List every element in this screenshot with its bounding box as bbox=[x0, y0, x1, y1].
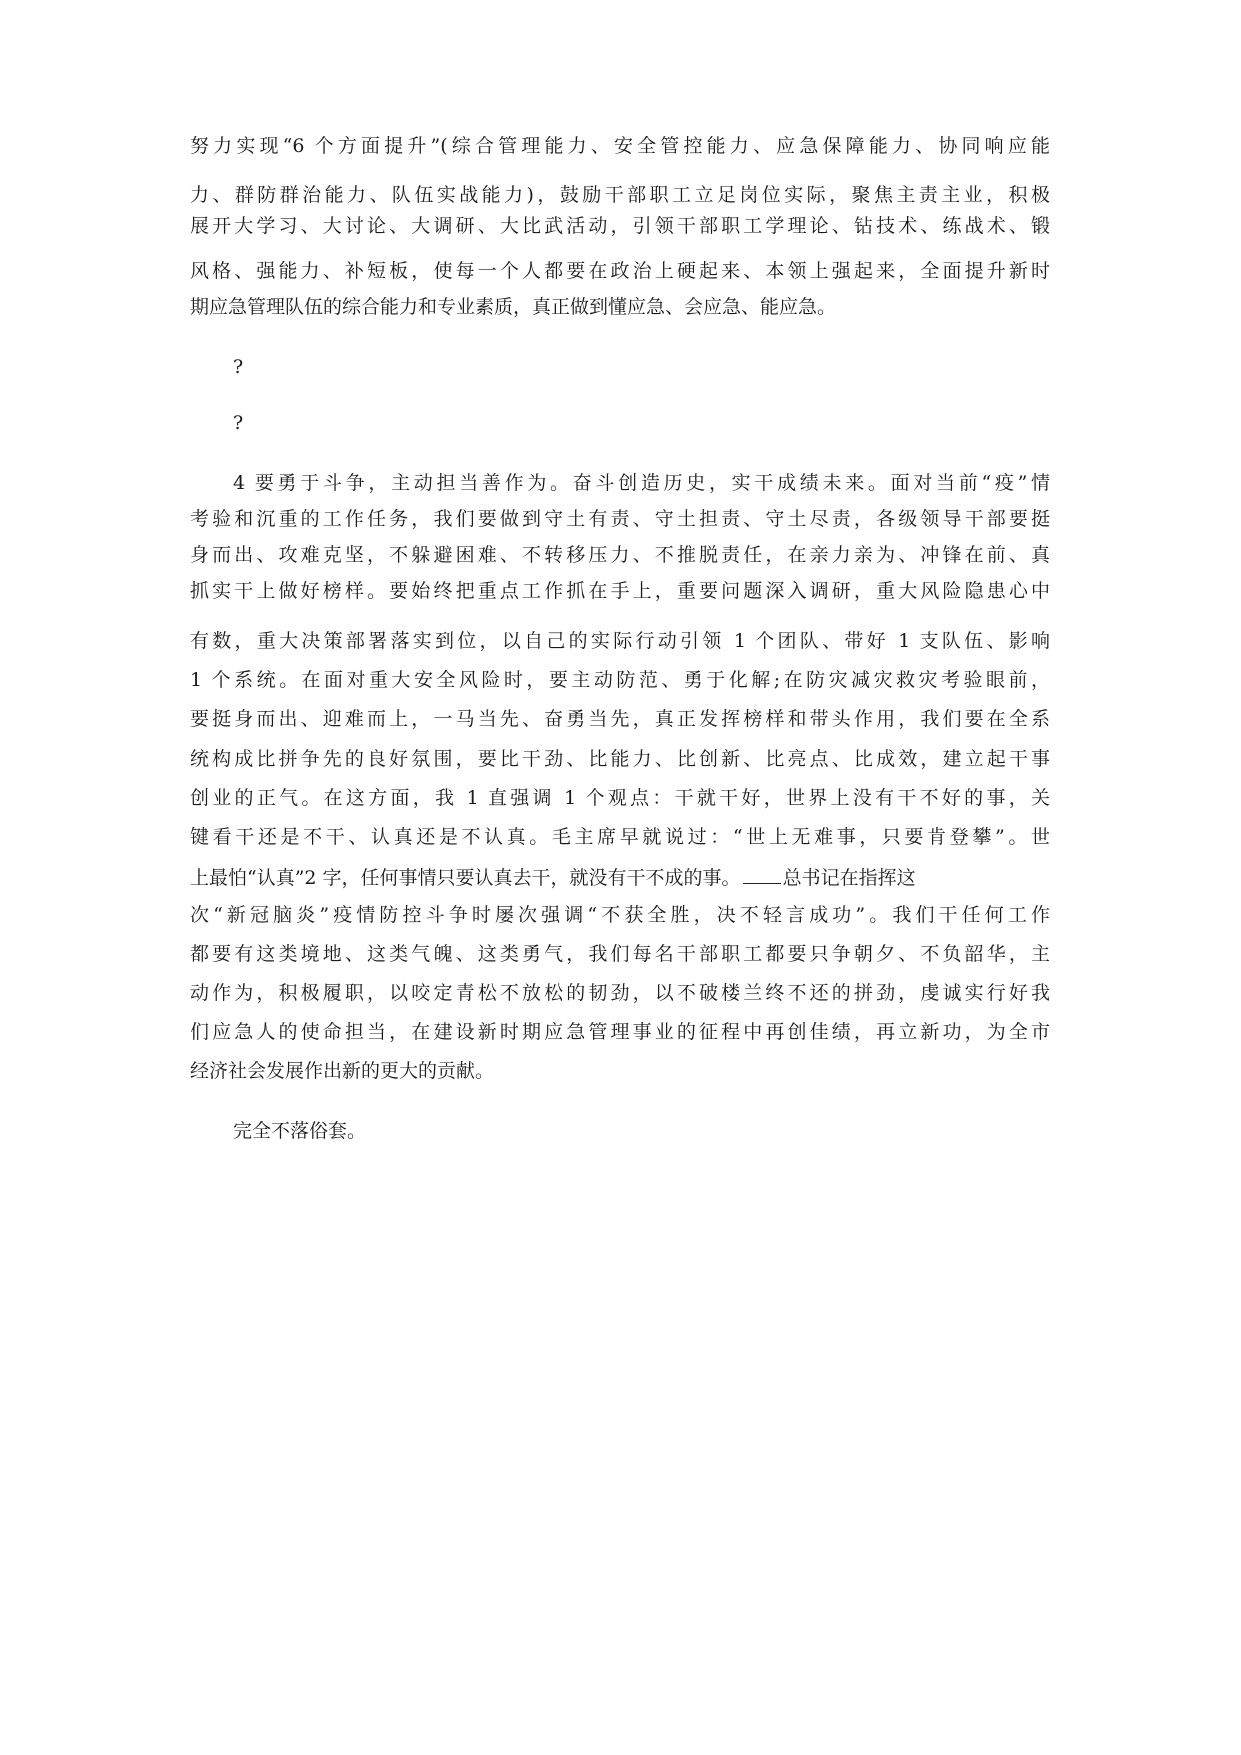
paragraph-2-line-13: 都要有这类境地、这类气魄、这类勇气，我们每名干部职工都要只争朝夕、不负韶华，主 bbox=[190, 943, 1050, 965]
blank-underline bbox=[743, 861, 781, 884]
closing-line: 完全不落俗套。 bbox=[233, 1120, 367, 1142]
paragraph-2-line-11 bbox=[190, 861, 1050, 891]
paragraph-2-line-1: 4 要勇于斗争，主动担当善作为。奋斗创造历史，实干成绩未来。面对当前“疫”情 bbox=[233, 472, 1050, 494]
paragraph-2-line-11-tail: 总书记在指挥这 bbox=[782, 867, 916, 889]
paragraph-2-line-6: 1 个系统。在面对重大安全风险时，要主动防范、勇于化解;在防灾减灾救灾考验眼前， bbox=[190, 669, 1050, 691]
paragraph-1-line-2: 力、群防群治能力、队伍实战能力)，鼓励干部职工立足岗位实际，聚焦主责主业，积极 bbox=[190, 184, 1050, 206]
paragraph-2-line-3: 身而出、攻难克坚，不躲避困难、不转移压力、不推脱责任，在亲力亲为、冲锋在前、真 bbox=[190, 544, 1050, 566]
paragraph-2-line-4: 抓实干上做好榜样。要始终把重点工作抓在手上，重要问题深入调研，重大风险隐患心中 bbox=[190, 580, 1050, 602]
paragraph-2-line-16: 经济社会发展作出新的更大的贡献。 bbox=[190, 1060, 495, 1082]
paragraph-2-line-2: 考验和沉重的工作任务，我们要做到守土有责、守土担责、守土尽责，各级领导干部要挺 bbox=[190, 508, 1050, 530]
paragraph-1-line-1: 努力实现“6 个方面提升”(综合管理能力、安全管控能力、应急保障能力、协同响应能 bbox=[190, 135, 1050, 157]
paragraph-1-line-5: 期应急管理队伍的综合能力和专业素质，真正做到懂应急、会应急、能应急。 bbox=[190, 296, 837, 318]
placeholder-mark-2: ? bbox=[233, 412, 244, 434]
placeholder-mark-1: ? bbox=[233, 356, 244, 378]
paragraph-2-line-8: 统构成比拼争先的良好氛围，要比干劲、比能力、比创新、比亮点、比成效，建立起干事 bbox=[190, 748, 1050, 770]
paragraph-2-line-9: 创业的正气。在这方面，我 1 直强调 1 个观点：干就干好，世界上没有干不好的事，关 bbox=[190, 787, 1050, 809]
paragraph-2-line-7: 要挺身而出、迎难而上，一马当先、奋勇当先，真正发挥榜样和带头作用，我们要在全系 bbox=[190, 708, 1050, 730]
paragraph-2-line-15: 们应急人的使命担当，在建设新时期应急管理事业的征程中再创佳绩，再立新功，为全市 bbox=[190, 1021, 1050, 1043]
paragraph-2-line-12: 次“新冠脑炎”疫情防控斗争时屡次强调“不获全胜，决不轻言成功”。我们干任何工作 bbox=[190, 904, 1050, 926]
paragraph-1-line-4: 风格、强能力、补短板，使每一个人都要在政治上硬起来、本领上强起来，全面提升新时 bbox=[190, 260, 1050, 282]
paragraph-2-line-10: 键看干还是不干、认真还是不认真。毛主席早就说过：“世上无难事，只要肯登攀”。世 bbox=[190, 826, 1050, 848]
paragraph-2-line-11-text: 上最怕“认真”2 字，任何事情只要认真去干，就没有干不成的事。 bbox=[190, 867, 741, 889]
paragraph-2-line-5: 有数，重大决策部署落实到位，以自己的实际行动引领 1 个团队、带好 1 支队伍、影响 bbox=[190, 630, 1050, 652]
paragraph-1-line-3: 展开大学习、大讨论、大调研、大比武活动，引领干部职工学理论、钻技术、练战术、锻 bbox=[190, 215, 1050, 237]
paragraph-2-line-14: 动作为，积极履职，以咬定青松不放松的韧劲，以不破楼兰终不还的拼劲，虔诚实行好我 bbox=[190, 982, 1050, 1004]
